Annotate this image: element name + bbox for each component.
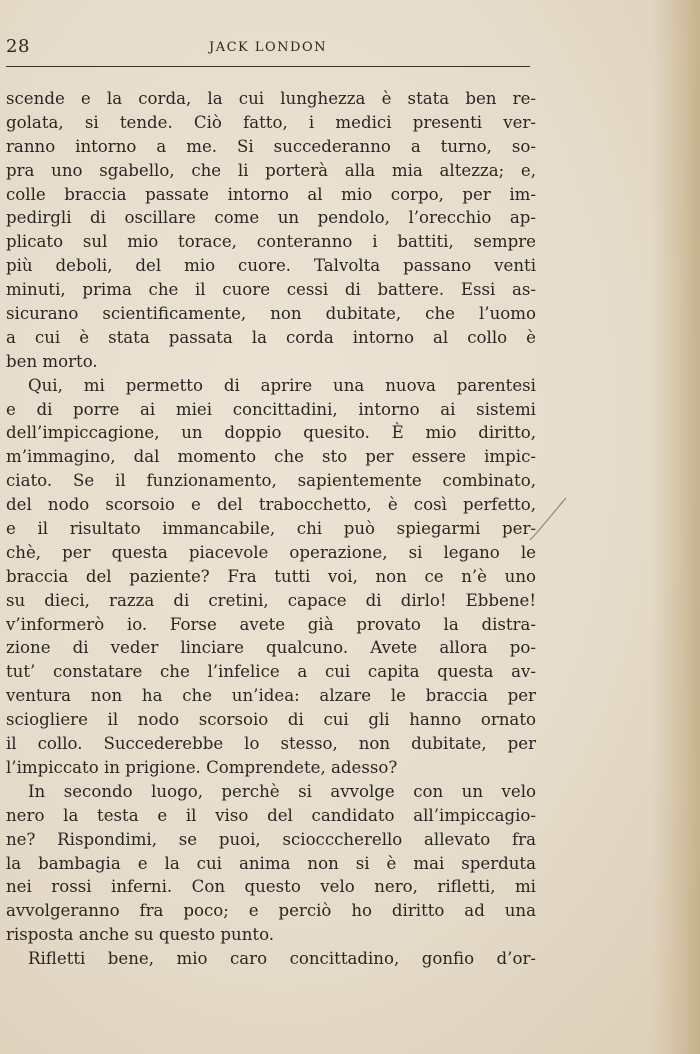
text-line: ciato. Se il funzionamento, sapientemente combinato,: [6, 471, 536, 491]
text-line: nero la testa e il viso del candidato all’impiccagio-: [6, 805, 536, 825]
pencil-mark: [528, 496, 568, 546]
text-line: del nodo scorsoio e del trabocchetto, è così perfetto,: [6, 495, 536, 515]
text-line: plicato sul mio torace, conteranno i battiti, sempre: [6, 232, 536, 252]
page-edge-shadow: [652, 0, 700, 1054]
text-line: Qui, mi permetto di aprire una nuova parentesi: [28, 375, 536, 395]
page-number: 28: [6, 36, 30, 57]
text-line: colle braccia passate intorno al mio corpo, per im-: [6, 184, 536, 204]
text-line: avvolgeranno fra poco; e perciò ho diritto ad una: [6, 901, 536, 921]
text-line: v’informerò io. Forse avete già provato la distra-: [6, 614, 536, 634]
text-line: a cui è stata passata la corda intorno al collo è: [6, 327, 536, 347]
text-line: il collo. Succederebbe lo stesso, non dubitate, per: [6, 734, 536, 754]
text-line: In secondo luogo, perchè si avvolge con un velo: [28, 781, 536, 801]
text-line: Rifletti bene, mio caro concittadino, gonfio d’or-: [28, 949, 536, 969]
text-line: ranno intorno a me. Si succederanno a turno, so-: [6, 136, 536, 156]
text-line: su dieci, razza di cretini, capace di dirlo! Ebbene!: [6, 590, 536, 610]
text-line: nei rossi inferni. Con questo velo nero, rifletti, mi: [6, 877, 536, 897]
text-line: chè, per questa piacevole operazione, si legano le: [6, 542, 536, 562]
text-line: pedirgli di oscillare come un pendolo, l’orecchio ap-: [6, 208, 536, 228]
text-line: minuti, prima che il cuore cessi di battere. Essi as-: [6, 280, 536, 300]
text-line: ne? Rispondimi, se puoi, sciocccherello allevato fra: [6, 829, 536, 849]
text-line: e di porre ai miei concittadini, intorno ai sistemi: [6, 399, 536, 419]
page-header: [6, 36, 530, 64]
text-line: m’immagino, dal momento che sto per essere impic-: [6, 447, 536, 467]
text-line: tut’ constatare che l’infelice a cui capita questa av-: [6, 662, 536, 682]
text-line: scende e la corda, la cui lunghezza è stata ben re-: [6, 89, 536, 108]
text-line: la bambagia e la cui anima non si è mai sperduta: [6, 853, 536, 873]
text-line: e il risultato immancabile, chi può spiegarmi per-: [6, 519, 536, 539]
text-line: risposta anche su questo punto.: [6, 925, 275, 945]
text-line: ventura non ha che un’idea: alzare le braccia per: [6, 686, 536, 706]
text-line: più deboli, del mio cuore. Talvolta passano venti: [6, 256, 536, 276]
text-line: ben morto.: [6, 351, 98, 371]
text-line: dell’impiccagione, un doppio quesito. È mio diritto,: [6, 423, 536, 443]
text-line: l’impiccato in prigione. Comprendete, adesso?: [6, 757, 398, 777]
text-line: golata, si tende. Ciò fatto, i medici presenti ver-: [6, 112, 536, 132]
body-text: [6, 87, 536, 971]
text-line: zione di veder linciare qualcuno. Avete allora po-: [6, 638, 536, 658]
text-line: braccia del paziente? Fra tutti voi, non ce n’è uno: [6, 566, 536, 586]
text-line: sicurano scientificamente, non dubitate, che l’uomo: [6, 304, 536, 324]
text-line: pra uno sgabello, che li porterà alla mia altezza; e,: [6, 160, 536, 180]
header-rule: [6, 66, 530, 67]
running-head: JACK LONDON: [208, 40, 327, 55]
text-line: sciogliere il nodo scorsoio di cui gli hanno ornato: [6, 710, 536, 730]
